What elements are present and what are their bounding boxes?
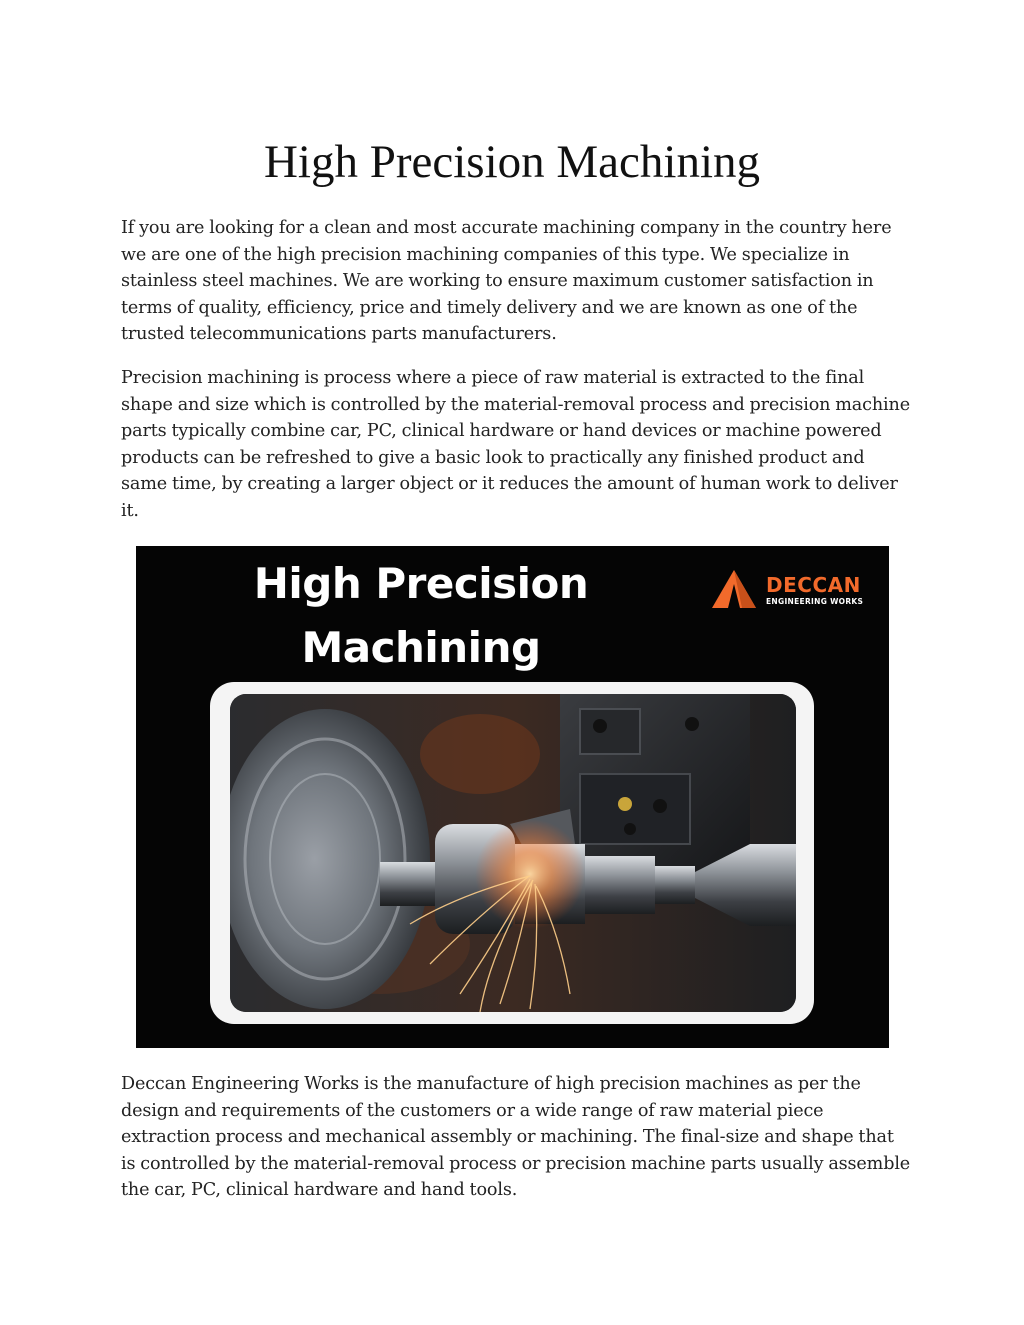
banner-title bbox=[196, 552, 646, 680]
company-paragraph: Deccan Engineering Works is the manufacture of high precision machines as per the design and requirements of the customers or a wide range of raw material piece extraction process and mechanical assembly or machining. The final-size and shape that is controlled by the material-removal process or precision machine parts usually assemble the car, PC, clinical hardware and hand tools. bbox=[121, 1074, 911, 1201]
banner-title-line-1: High Precision bbox=[253, 559, 589, 608]
photo-frame bbox=[210, 682, 814, 1024]
logo-tagline: ENGINEERING WORKS bbox=[766, 597, 864, 606]
logo-name: DECCAN bbox=[766, 573, 861, 597]
triangle-logo-icon bbox=[712, 570, 760, 610]
banner-image bbox=[136, 546, 889, 1048]
process-paragraph: Precision machining is process where a piece of raw material is extracted to the final shape and size which is controlled by the material-removal process and precision machine parts typically combine car, PC, clinical hardware or hand devices or machine powered products can be refreshed to give a basic look to practically any finished product and same time, by creating a larger object or it reduces the amount of human work to deliver it. bbox=[121, 368, 910, 521]
lathe-machining-photo bbox=[230, 694, 796, 1012]
intro-paragraph: If you are looking for a clean and most accurate machining company in the country here we are one of the high precision machining companies of this type. We specialize in stainless steel machines. We are working to ensure maximum customer satisfaction in terms of quality, efficiency, price and timely delivery and we are known as one of the trusted telecommunications parts manufacturers. bbox=[121, 218, 892, 345]
banner-title-line-2: Machining bbox=[301, 623, 541, 672]
company-logo bbox=[712, 570, 882, 610]
page-title: High Precision Machining bbox=[263, 136, 761, 188]
